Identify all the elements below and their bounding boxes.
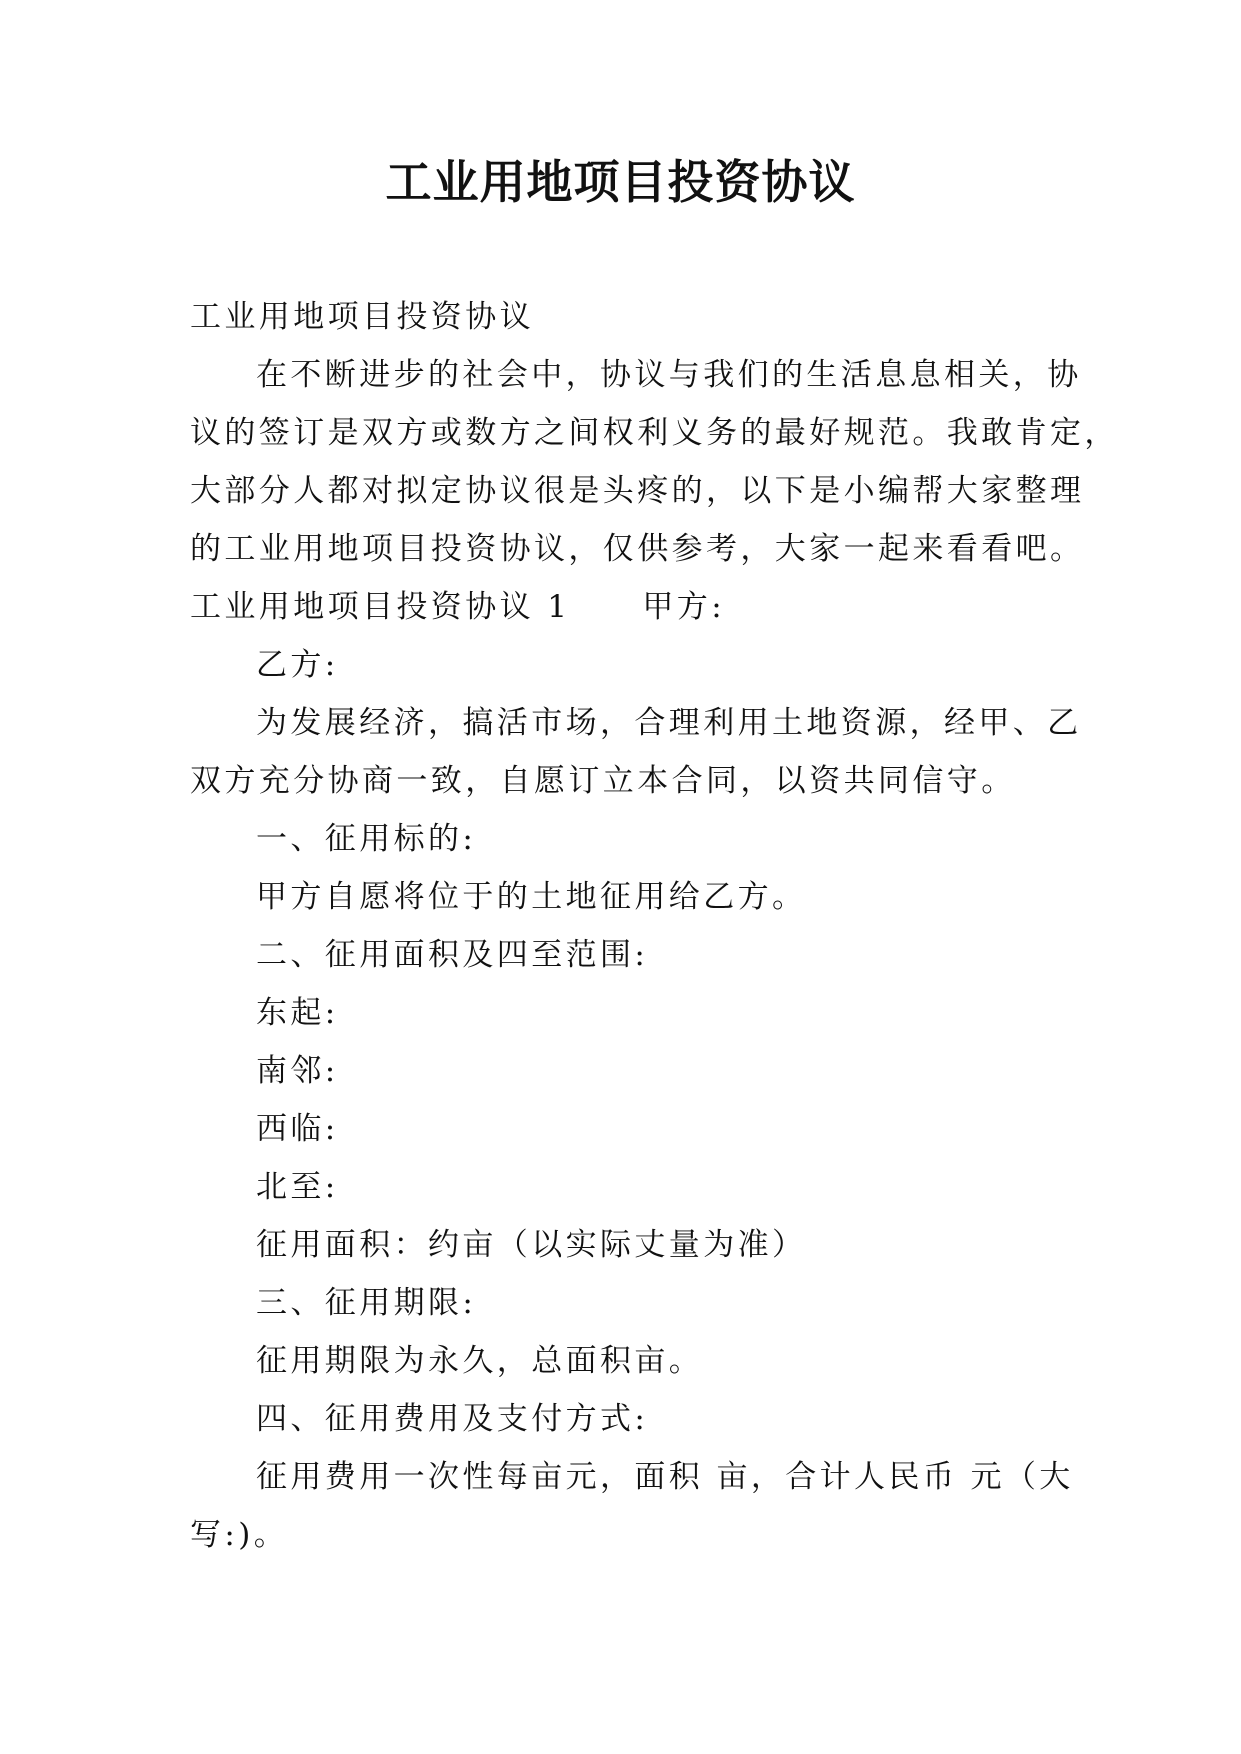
intro-line-2: 议的签订是双方或数方之间权利义务的最好规范。我敢肯定， bbox=[190, 415, 1119, 451]
section-1-title: 一、征用标的: bbox=[256, 821, 477, 857]
boundary-west: 西临: bbox=[256, 1111, 339, 1147]
intro-line-1: 在不断进步的社会中，协议与我们的生活息息相关，协 bbox=[256, 357, 1082, 393]
document-body bbox=[190, 288, 1119, 1564]
boundary-north: 北至: bbox=[256, 1169, 339, 1205]
document-title: 工业用地项目投资协议 bbox=[385, 155, 856, 209]
party-b-label: 乙方: bbox=[256, 647, 339, 683]
boundary-south: 南邻: bbox=[256, 1053, 339, 1089]
section-4-line-2: 写:)。 bbox=[190, 1517, 289, 1553]
section-3-text: 征用期限为永久，总面积亩。 bbox=[256, 1343, 704, 1379]
area-text: 征用面积：约亩（以实际丈量为准） bbox=[256, 1227, 807, 1263]
preamble-line-1: 为发展经济，搞活市场，合理利用土地资源，经甲、乙 bbox=[256, 705, 1082, 741]
section-4-line-1: 征用费用一次性每亩元，面积 亩，合计人民币 元（大 bbox=[256, 1459, 1074, 1495]
boundary-east: 东起: bbox=[256, 995, 339, 1031]
section-4-title: 四、征用费用及支付方式: bbox=[256, 1401, 649, 1437]
document-subtitle: 工业用地项目投资协议 bbox=[190, 299, 534, 335]
preamble-line-2: 双方充分协商一致，自愿订立本合同，以资共同信守。 bbox=[190, 763, 1016, 799]
section-3-title: 三、征用期限: bbox=[256, 1285, 477, 1321]
section-2-title: 二、征用面积及四至范围: bbox=[256, 937, 649, 973]
intro-line-3: 大部分人都对拟定协议很是头疼的，以下是小编帮大家整理 bbox=[190, 473, 1085, 509]
intro-line-4: 的工业用地项目投资协议，仅供参考，大家一起来看看吧。 bbox=[190, 531, 1085, 567]
section-1-text: 甲方自愿将位于的土地征用给乙方。 bbox=[256, 879, 807, 915]
agreement-heading-row bbox=[190, 578, 1070, 636]
agreement-heading: 工业用地项目投资协议 1 bbox=[190, 589, 571, 625]
party-a-label: 甲方: bbox=[642, 589, 726, 625]
